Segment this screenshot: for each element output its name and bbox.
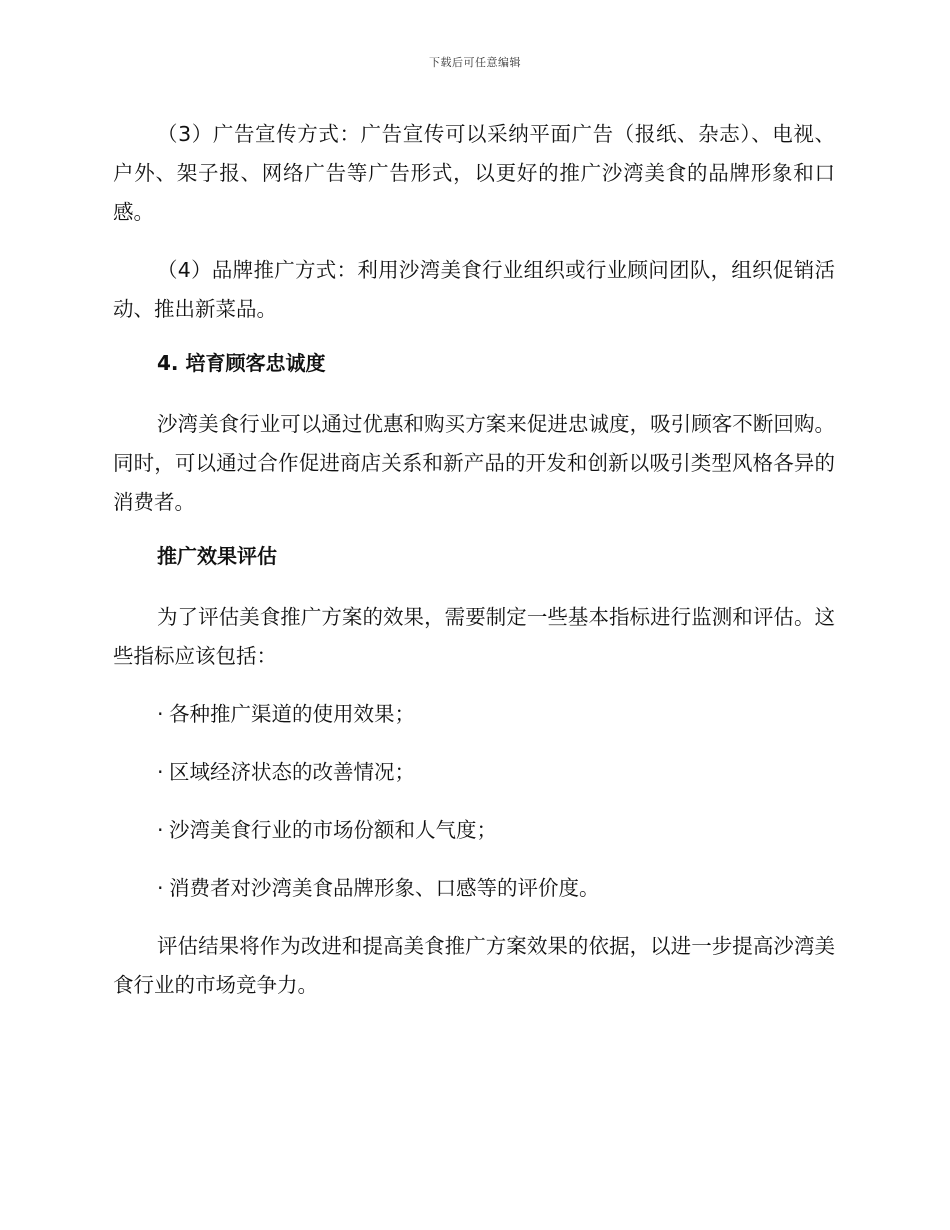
section-heading-evaluation: 推广效果评估 bbox=[157, 544, 277, 568]
bullet-dot: · bbox=[157, 876, 164, 900]
bullet-dot: · bbox=[157, 702, 164, 726]
paragraph-loyalty: 沙湾美食行业可以通过优惠和购买方案来促进忠诚度，吸引顾客不断回购。同时，可以通过合作促进商店关系和新产品的开发和创新以吸引类型风格各异的消费者。 bbox=[113, 412, 835, 514]
paragraph-conclusion: 评估结果将作为改进和提高美食推广方案效果的依据，以进一步提高沙湾美食行业的市场竞争力。 bbox=[113, 934, 835, 997]
page-header-note: 下载后可任意编辑 bbox=[429, 56, 521, 69]
bullet-dot: · bbox=[157, 818, 164, 842]
document-body bbox=[113, 115, 835, 1024]
list-item-text: 各种推广渠道的使用效果； bbox=[169, 702, 415, 726]
paragraph-evaluation-intro: 为了评估美食推广方案的效果，需要制定一些基本指标进行监测和评估。这些指标应该包括： bbox=[113, 605, 835, 668]
bullet-dot: · bbox=[157, 760, 164, 784]
list-item bbox=[113, 695, 835, 734]
paragraph-ad-method: （3）广告宣传方式：广告宣传可以采纳平面广告（报纸、杂志）、电视、户外、架子报、网络广告等广告形式，以更好的推广沙湾美食的品牌形象和口感。 bbox=[113, 122, 835, 224]
list-item bbox=[113, 753, 835, 792]
list-item bbox=[113, 811, 835, 850]
paragraph-brand-method: （4）品牌推广方式：利用沙湾美食行业组织或行业顾问团队，组织促销活动、推出新菜品。 bbox=[113, 258, 835, 321]
list-item-text: 消费者对沙湾美食品牌形象、口感等的评价度。 bbox=[169, 876, 600, 900]
list-item bbox=[113, 869, 835, 908]
list-item-text: 沙湾美食行业的市场份额和人气度； bbox=[169, 818, 497, 842]
list-item-text: 区域经济状态的改善情况； bbox=[169, 760, 415, 784]
section-heading-loyalty: 4. 培育顾客忠诚度 bbox=[157, 351, 326, 375]
